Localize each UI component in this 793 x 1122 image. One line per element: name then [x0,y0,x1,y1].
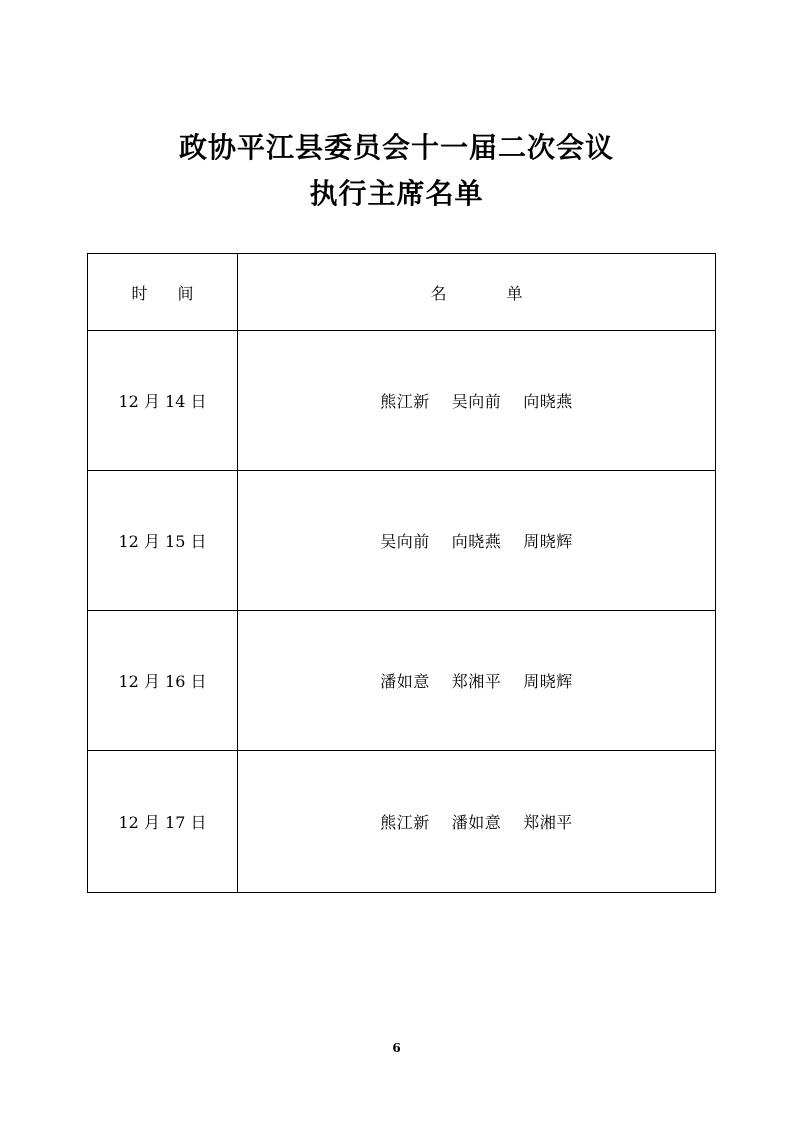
person-name: 潘如意 [451,813,502,832]
person-name: 吴向前 [380,532,430,551]
names-cell [238,331,716,471]
person-name: 向晓燕 [523,392,573,411]
person-name: 吴向前 [451,392,502,411]
table-row [88,471,716,611]
header-time: 时间 [88,254,238,331]
person-name: 熊江新 [380,392,430,411]
person-name: 周晓辉 [523,532,573,551]
document-subtitle: 执行主席名单 [309,177,484,210]
table-header-row [88,254,716,331]
names-cell [238,471,716,611]
person-name: 向晓燕 [451,532,502,551]
date-cell: 12 月 15 日 [88,471,238,611]
date-cell: 12 月 17 日 [88,751,238,893]
person-name: 潘如意 [380,672,430,691]
date-cell: 12 月 16 日 [88,611,238,751]
page-number: 6 [392,1041,401,1055]
person-name: 郑湘平 [451,672,502,691]
date-cell: 12 月 14 日 [88,331,238,471]
person-name: 周晓辉 [523,672,573,691]
names-cell [238,611,716,751]
person-name: 熊江新 [380,813,430,832]
person-name: 郑湘平 [523,813,573,832]
document-title: 政协平江县委员会十一届二次会议 [178,131,614,164]
header-names: 名单 [238,254,716,331]
table-row [88,611,716,751]
table-row [88,751,716,893]
table-row [88,331,716,471]
presidium-table [87,253,716,893]
names-cell [238,751,716,893]
